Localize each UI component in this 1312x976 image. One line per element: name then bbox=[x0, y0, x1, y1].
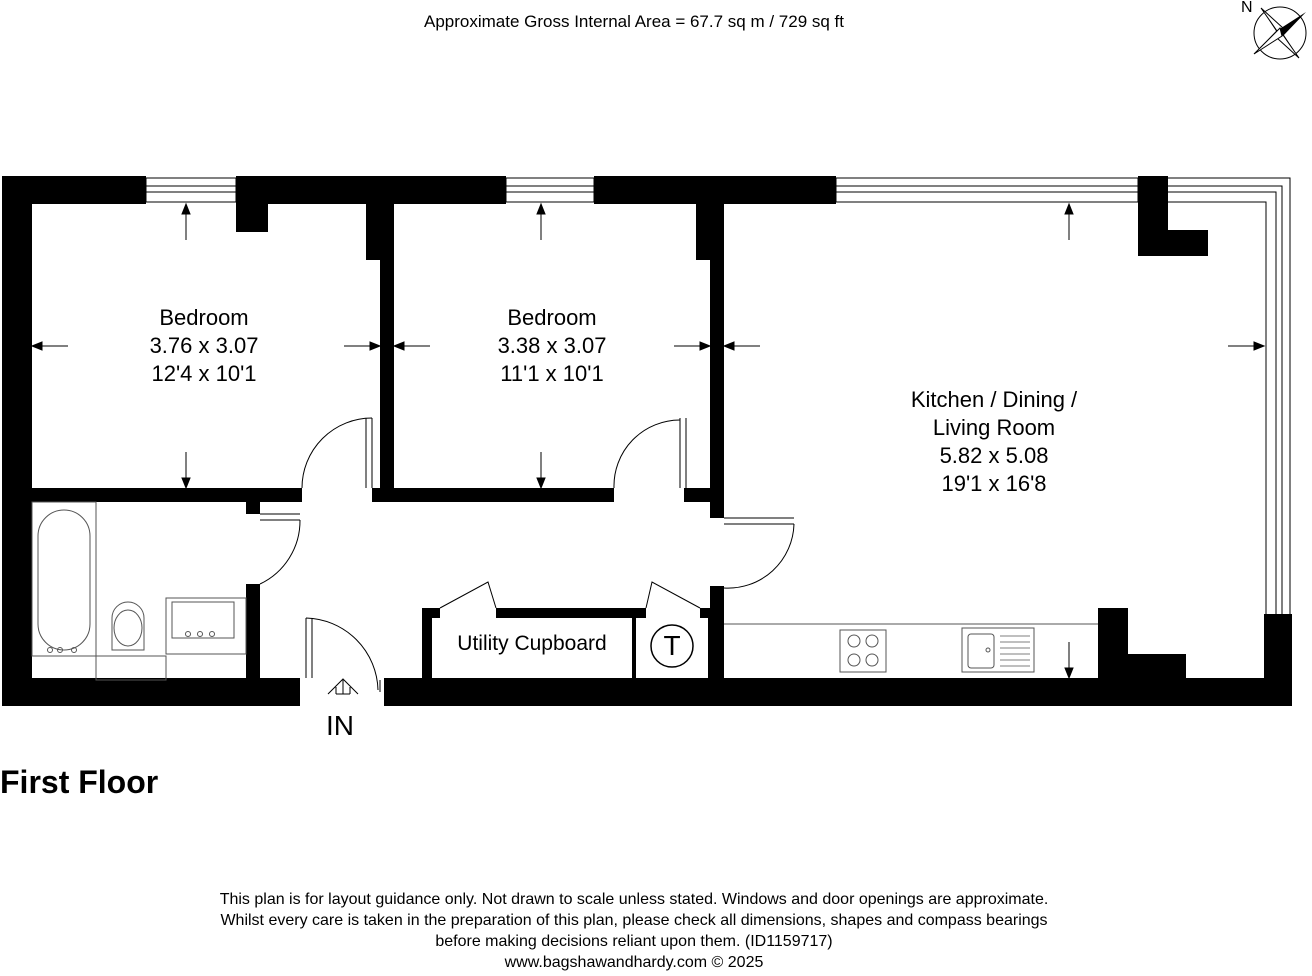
bedroom-1-imperial: 12'4 x 10'1 bbox=[151, 361, 257, 386]
kitchen-metric: 5.82 x 5.08 bbox=[939, 443, 1049, 468]
bedroom-2-imperial: 11'1 x 10'1 bbox=[500, 361, 604, 386]
utility-cupboard-label: Utility Cupboard bbox=[457, 632, 607, 655]
bathroom-fixtures bbox=[32, 502, 246, 680]
north-label: N bbox=[1241, 0, 1253, 16]
bedroom-2-metric: 3.38 x 3.07 bbox=[497, 333, 607, 358]
bedroom-1-metric: 3.76 x 3.07 bbox=[149, 333, 259, 358]
kitchen-name-line2: Living Room bbox=[932, 415, 1056, 440]
disclaimer-line-2: Whilst every care is taken in the preparation of this plan, please check all dimensions, shapes and compass bearings bbox=[220, 912, 1048, 929]
gross-area-text: Approximate Gross Internal Area = 67.7 sq m / 729 sq ft bbox=[423, 12, 845, 31]
kitchen-label bbox=[874, 386, 1114, 498]
disclaimer-line-3: before making decisions reliant upon them. (ID1159717) bbox=[435, 933, 833, 950]
disclaimer-line-1: This plan is for layout guidance only. Not drawn to scale unless stated. Windows and door openings are approximate. bbox=[219, 891, 1049, 908]
floor-label: First Floor bbox=[0, 764, 159, 800]
bedroom-1-name: Bedroom bbox=[159, 305, 249, 330]
disclaimer bbox=[0, 889, 1268, 973]
kitchen-imperial: 19'1 x 16'8 bbox=[941, 471, 1047, 496]
entrance-label: IN bbox=[326, 710, 354, 741]
tank-label: T bbox=[663, 630, 681, 661]
bedroom-1-label bbox=[104, 304, 304, 388]
kitchen-name-line1: Kitchen / Dining / bbox=[910, 387, 1078, 412]
website-copyright: www.bagshawandhardy.com © 2025 bbox=[504, 954, 764, 971]
entrance-arrow-icon bbox=[328, 679, 358, 694]
bedroom-2-name: Bedroom bbox=[507, 305, 597, 330]
kitchen-fixtures bbox=[724, 624, 1098, 672]
bedroom-2-label bbox=[452, 304, 652, 388]
